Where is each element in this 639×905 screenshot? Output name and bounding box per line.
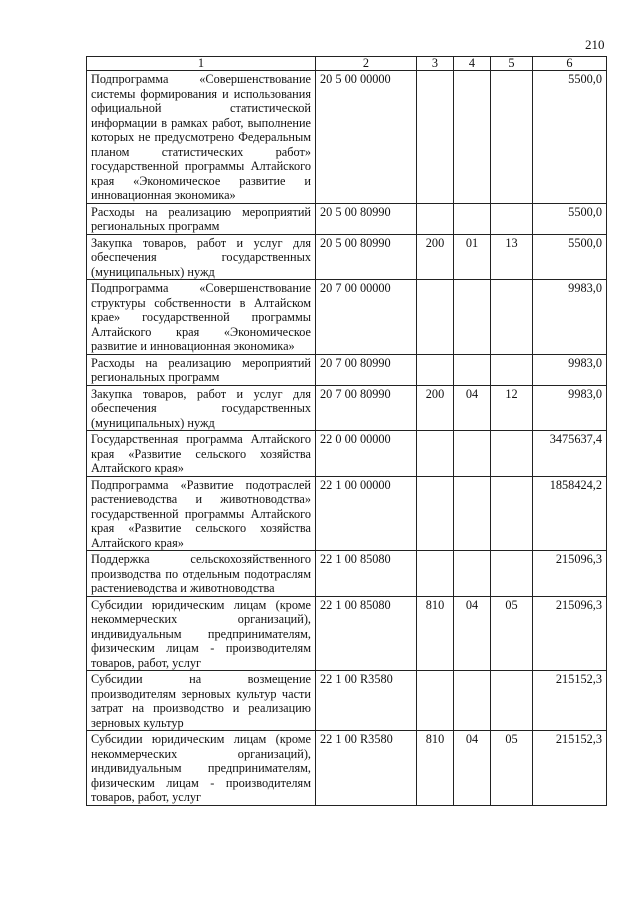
expense-name-cell: Субсидии на возмещение производителям зерновых культур части затрат на производство и реализацию зерновых культур — [87, 671, 316, 731]
subsection-cell: 05 — [491, 596, 533, 671]
target-code-cell: 20 5 00 80990 — [316, 234, 417, 280]
expense-name-cell: Подпрограмма «Развитие подотраслей растениеводства и животноводства» государственной программы Алтайского края «Развитие сельского хозяйства Алтайского края» — [87, 476, 316, 551]
table-row — [87, 203, 607, 234]
expense-type-cell: 810 — [417, 731, 454, 806]
target-code-cell: 20 5 00 80990 — [316, 203, 417, 234]
section-cell — [454, 71, 491, 204]
target-code-cell: 22 0 00 00000 — [316, 431, 417, 477]
target-code-cell: 22 1 00 00000 — [316, 476, 417, 551]
expense-type-cell — [417, 476, 454, 551]
amount-cell: 215096,3 — [533, 596, 607, 671]
header-cell-5: 5 — [491, 57, 533, 71]
subsection-cell — [491, 551, 533, 597]
budget-table-body — [87, 57, 607, 806]
subsection-cell — [491, 203, 533, 234]
amount-cell: 1858424,2 — [533, 476, 607, 551]
expense-name-cell: Субсидии юридическим лицам (кроме некоммерческих организаций), индивидуальным предпринимателям, физическим лицам - производителям товаров, работ, услуг — [87, 731, 316, 806]
table-row — [87, 71, 607, 204]
expense-type-cell: 200 — [417, 385, 454, 431]
expense-type-cell — [417, 354, 454, 385]
expense-type-cell — [417, 280, 454, 355]
section-cell — [454, 431, 491, 477]
table-row — [87, 354, 607, 385]
subsection-cell: 12 — [491, 385, 533, 431]
expense-type-cell — [417, 671, 454, 731]
section-cell — [454, 671, 491, 731]
expense-type-cell: 200 — [417, 234, 454, 280]
table-row — [87, 280, 607, 355]
table-row — [87, 476, 607, 551]
target-code-cell: 20 7 00 00000 — [316, 280, 417, 355]
target-code-cell: 22 1 00 R3580 — [316, 731, 417, 806]
table-row — [87, 551, 607, 597]
table-row — [87, 431, 607, 477]
header-cell-1: 1 — [87, 57, 316, 71]
amount-cell: 5500,0 — [533, 203, 607, 234]
section-cell: 04 — [454, 731, 491, 806]
subsection-cell — [491, 280, 533, 355]
table-header-row — [87, 57, 607, 71]
subsection-cell: 05 — [491, 731, 533, 806]
subsection-cell: 13 — [491, 234, 533, 280]
table-row — [87, 234, 607, 280]
section-cell — [454, 551, 491, 597]
expense-name-cell: Субсидии юридическим лицам (кроме некоммерческих организаций), индивидуальным предпринимателям, физическим лицам - производителям товаров, работ, услуг — [87, 596, 316, 671]
target-code-cell: 22 1 00 R3580 — [316, 671, 417, 731]
section-cell — [454, 203, 491, 234]
expense-type-cell — [417, 203, 454, 234]
table-row — [87, 731, 607, 806]
header-cell-2: 2 — [316, 57, 417, 71]
subsection-cell — [491, 431, 533, 477]
section-cell — [454, 476, 491, 551]
amount-cell: 9983,0 — [533, 280, 607, 355]
target-code-cell: 20 5 00 00000 — [316, 71, 417, 204]
header-cell-6: 6 — [533, 57, 607, 71]
subsection-cell — [491, 354, 533, 385]
subsection-cell — [491, 671, 533, 731]
amount-cell: 215096,3 — [533, 551, 607, 597]
expense-type-cell — [417, 71, 454, 204]
expense-name-cell: Государственная программа Алтайского края «Развитие сельского хозяйства Алтайского края» — [87, 431, 316, 477]
subsection-cell — [491, 476, 533, 551]
subsection-cell — [491, 71, 533, 204]
section-cell — [454, 354, 491, 385]
expense-name-cell: Подпрограмма «Совершенствование системы формирования и использования официальной статистической информации в рамках работ, выполнение которых не предусмотрено Федеральным планом статистических работ» государственной программы Алтайского края «Экономическое развитие и инновационная экономика» — [87, 71, 316, 204]
target-code-cell: 20 7 00 80990 — [316, 385, 417, 431]
header-cell-4: 4 — [454, 57, 491, 71]
amount-cell: 3475637,4 — [533, 431, 607, 477]
target-code-cell: 22 1 00 85080 — [316, 551, 417, 597]
section-cell: 04 — [454, 596, 491, 671]
section-cell: 01 — [454, 234, 491, 280]
section-cell: 04 — [454, 385, 491, 431]
target-code-cell: 22 1 00 85080 — [316, 596, 417, 671]
expense-type-cell — [417, 551, 454, 597]
amount-cell: 9983,0 — [533, 354, 607, 385]
amount-cell: 215152,3 — [533, 671, 607, 731]
expense-name-cell: Закупка товаров, работ и услуг для обеспечения государственных (муниципальных) нужд — [87, 234, 316, 280]
budget-table — [86, 56, 607, 806]
expense-name-cell: Закупка товаров, работ и услуг для обеспечения государственных (муниципальных) нужд — [87, 385, 316, 431]
expense-type-cell — [417, 431, 454, 477]
target-code-cell: 20 7 00 80990 — [316, 354, 417, 385]
expense-name-cell: Расходы на реализацию мероприятий региональных программ — [87, 203, 316, 234]
expense-type-cell: 810 — [417, 596, 454, 671]
expense-name-cell: Расходы на реализацию мероприятий региональных программ — [87, 354, 316, 385]
amount-cell: 5500,0 — [533, 234, 607, 280]
expense-name-cell: Подпрограмма «Совершенствование структуры собственности в Алтайском крае» государственной программы Алтайского края «Экономическое развитие и инновационная экономика» — [87, 280, 316, 355]
header-cell-3: 3 — [417, 57, 454, 71]
amount-cell: 9983,0 — [533, 385, 607, 431]
table-row — [87, 385, 607, 431]
table-row — [87, 596, 607, 671]
page-number: 210 — [585, 37, 605, 52]
amount-cell: 215152,3 — [533, 731, 607, 806]
section-cell — [454, 280, 491, 355]
amount-cell: 5500,0 — [533, 71, 607, 204]
expense-name-cell: Поддержка сельскохозяйственного производства по отдельным подотраслям растениеводства и животноводства — [87, 551, 316, 597]
table-row — [87, 671, 607, 731]
